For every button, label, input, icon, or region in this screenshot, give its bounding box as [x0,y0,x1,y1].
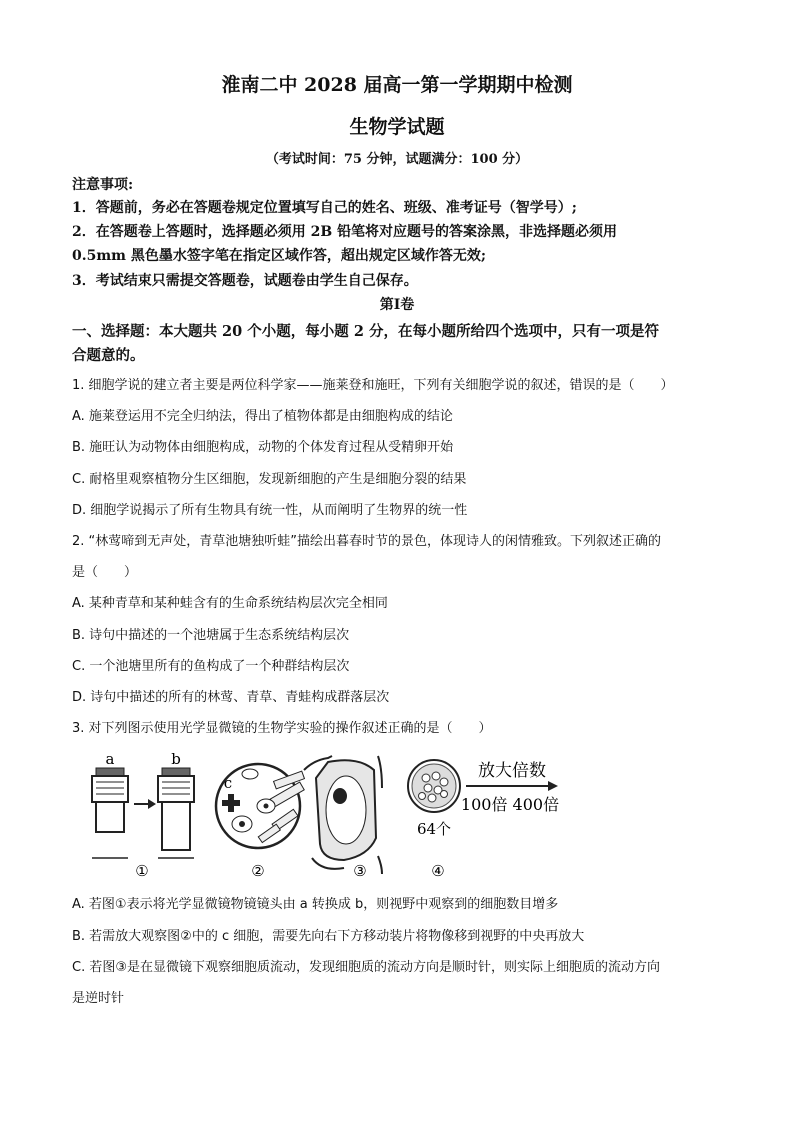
objective-lens-a [92,768,128,832]
q3-figure [82,748,562,880]
section-heading-b: 合题意的。 [72,347,145,364]
cell-count-label: 64个 [416,820,452,838]
q2-option-b: B. 诗句中描述的一个池塘属于生态系统结构层次 [72,628,350,643]
q2-stem-a: 2. “林莺啼到无声处，青草池塘独听蛙”描绘出暮春时节的景色，体现诗人的闲情雅致。下列叙述正确的 [72,534,662,549]
q2-option-c: C. 一个池塘里所有的鱼构成了一个种群结构层次 [72,659,350,674]
q3-option-c-a: C. 若图③是在显微镜下观察细胞质流动，发现细胞质的流动方向是顺时针，则实际上细胞质的流动方向 [72,960,660,975]
label-b: b [171,750,181,768]
note-3: 3．考试结束只需提交答题卷，试题卷由学生自己保存。 [72,273,418,289]
q1-option-b: B. 施旺认为动物体由细胞构成，动物的个体发育过程从受精卵开始 [72,440,454,455]
plant-cell-diagram [304,756,382,874]
note-2b: 0.5mm 黑色墨水签字笔在指定区域作答，超出规定区域作答无效; [72,248,487,264]
label-c: c [223,774,233,792]
cell-cluster [408,760,460,812]
q2-stem-b: 是（ ） [72,565,138,580]
subject-title: 生物学试题 [349,116,445,138]
q3-option-a: A. 若图①表示将光学显微镜物镜镜头由 a 转换成 b，则视野中观察到的细胞数目增多 [72,897,559,912]
q1-option-a: A. 施莱登运用不完全归纳法，得出了植物体都是由细胞构成的结论 [72,409,453,424]
caption-2: ② [251,862,265,880]
caption-3: ③ [353,862,367,880]
objective-lens-b [158,768,194,850]
q3-option-c-b: 是逆时针 [72,991,125,1006]
q3-option-b: B. 若需放大观察图②中的 c 细胞，需要先向右下方移动装片将物像移到视野的中央再放大 [72,929,585,944]
note-2a: 2．在答题卷上答题时，选择题必须用 2B 铅笔将对应题号的答案涂黑，非选择题必须用 [72,224,618,240]
section-heading-a: 一、选择题：本大题共 20 个小题，每小题 2 分，在每小题所给四个选项中，只有一项是符 [72,323,659,340]
q3-stem: 3. 对下列图示使用光学显微镜的生物学实验的操作叙述正确的是（ ） [72,721,492,736]
volume-title: 第Ⅰ卷 [379,297,415,313]
caption-4: ④ [431,862,445,880]
magnification-arrow-head [548,781,558,791]
q1-option-d: D. 细胞学说揭示了所有生物具有统一性，从而阐明了生物界的统一性 [72,503,468,518]
notes-heading: 注意事项: [72,177,134,193]
page-title: 淮南二中 2028 届高一第一学期期中检测 [221,74,573,96]
q1-option-c: C. 耐格里观察植物分生区细胞，发现新细胞的产生是细胞分裂的结果 [72,472,467,487]
q1-stem: 1. 细胞学说的建立者主要是两位科学家——施莱登和施旺，下列有关细胞学说的叙述，错误的是（ ） [72,378,674,393]
q2-option-a: A. 某种青草和某种蛙含有的生命系统结构层次完全相同 [72,596,388,611]
q2-option-d: D. 诗句中描述的所有的林莺、青草、青蛙构成群落层次 [72,690,390,705]
q3-figure-svg [82,748,562,880]
magnification-label: 放大倍数 [478,761,546,781]
note-1: 1．答题前，务必在答题卷规定位置填写自己的姓名、班级、准考证号（智学号）; [72,200,577,216]
exam-info: （考试时间：75 分钟，试题满分：100 分） [265,152,529,167]
magnification-values: 100倍 400倍 [460,795,560,814]
label-a: a [105,750,115,768]
caption-1: ① [135,862,149,880]
arrow-head [148,799,156,809]
